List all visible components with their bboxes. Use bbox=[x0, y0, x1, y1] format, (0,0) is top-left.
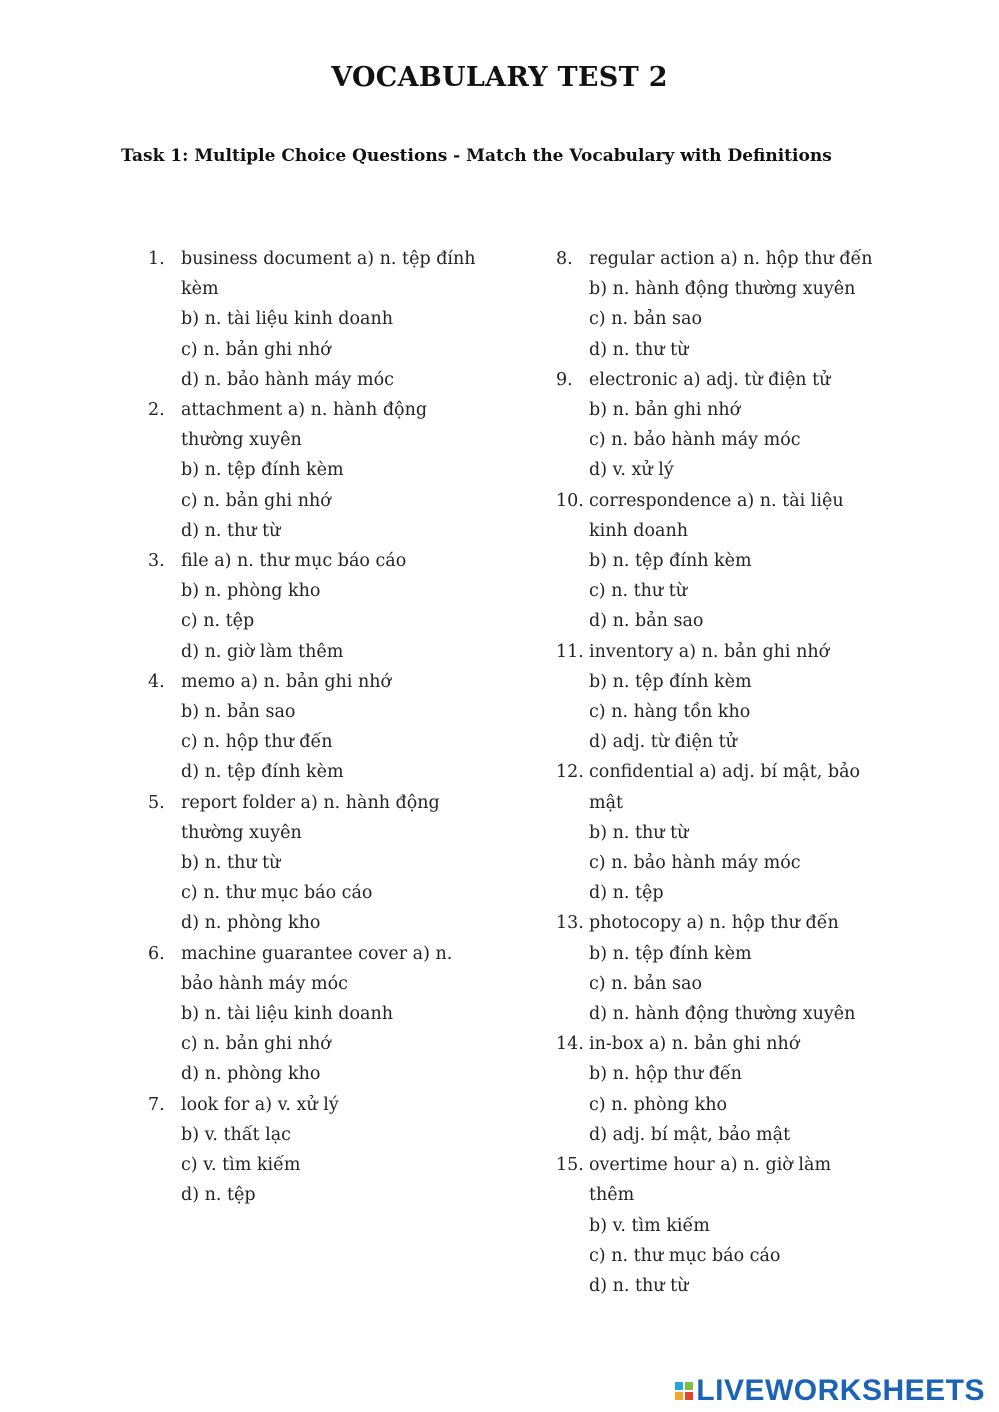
answer-option: b) n. hộp thư đến bbox=[589, 1064, 742, 1085]
answer-option: c) n. bản sao bbox=[589, 309, 703, 330]
answer-option: d) n. bản sao bbox=[589, 611, 704, 632]
answer-option: b) n. phòng kho bbox=[181, 581, 321, 602]
answer-option: d) n. tệp bbox=[589, 883, 664, 904]
question-number: 8. bbox=[556, 249, 573, 269]
question-number: 2. bbox=[148, 400, 165, 421]
question-text: in-box a) n. bản ghi nhớ bbox=[589, 1034, 800, 1055]
question-line bbox=[556, 1029, 876, 1059]
logo-text: LIVEWORKSHEETS bbox=[696, 1374, 985, 1407]
question-text: electronic a) adj. từ điện tử bbox=[589, 369, 831, 390]
question-text: report folder a) n. hành động thường xuyên bbox=[181, 792, 440, 843]
logo-square bbox=[675, 1382, 683, 1390]
question-item bbox=[148, 244, 478, 395]
question-text: look for a) v. xử lý bbox=[181, 1094, 339, 1115]
question-number: 3. bbox=[148, 551, 165, 572]
question-line bbox=[148, 1090, 478, 1120]
question-item bbox=[556, 365, 876, 486]
answer-option: d) n. giờ làm thêm bbox=[181, 641, 344, 662]
answer-option: d) n. thư từ bbox=[181, 520, 281, 541]
question-text: inventory a) n. bản ghi nhớ bbox=[589, 641, 830, 662]
answer-option: b) n. tài liệu kinh doanh bbox=[181, 1004, 394, 1025]
answer-option: b) n. tài liệu kinh doanh bbox=[181, 309, 394, 330]
answer-option: b) n. tệp đính kèm bbox=[589, 551, 752, 572]
question-line bbox=[556, 757, 876, 817]
answer-option: c) n. thư mục báo cáo bbox=[181, 883, 373, 904]
answer-option: b) n. thư từ bbox=[589, 822, 689, 843]
question-text: business document a) n. tệp đính kèm bbox=[181, 249, 476, 300]
question-line bbox=[148, 788, 478, 848]
answer-option: c) n. thư mục báo cáo bbox=[589, 1245, 781, 1266]
question-number: 15. bbox=[556, 1155, 584, 1176]
question-number: 6. bbox=[148, 943, 165, 964]
answer-option: d) n. thư từ bbox=[589, 339, 689, 360]
logo-square bbox=[675, 1392, 683, 1400]
question-item bbox=[148, 546, 478, 667]
question-line bbox=[148, 244, 478, 304]
answer-option: c) n. hộp thư đến bbox=[181, 732, 333, 753]
question-line bbox=[148, 667, 478, 697]
question-item bbox=[148, 395, 478, 546]
task-heading: Task 1: Multiple Choice Questions - Match the Vocabulary with Definitions bbox=[121, 146, 832, 166]
question-number: 9. bbox=[556, 369, 573, 390]
answer-option: c) n. bản sao bbox=[589, 973, 703, 994]
question-number: 5. bbox=[148, 792, 165, 813]
answer-option: d) n. tệp đính kèm bbox=[181, 762, 344, 783]
answer-option: c) n. bản ghi nhớ bbox=[181, 490, 331, 511]
answer-option: b) v. thất lạc bbox=[181, 1124, 291, 1145]
question-item bbox=[556, 1150, 876, 1301]
question-item bbox=[148, 788, 478, 939]
question-number: 12. bbox=[556, 762, 584, 783]
question-number: 10. bbox=[556, 490, 584, 511]
question-item bbox=[556, 908, 876, 1029]
question-line bbox=[148, 395, 478, 455]
answer-option: b) n. bản ghi nhớ bbox=[589, 400, 741, 421]
question-text: correspondence a) n. tài liệu kinh doanh bbox=[589, 490, 844, 541]
logo-square bbox=[685, 1392, 693, 1400]
question-line bbox=[148, 939, 478, 999]
answer-option: d) n. phòng kho bbox=[181, 913, 321, 934]
answer-option: c) n. bảo hành máy móc bbox=[589, 430, 801, 451]
question-line bbox=[556, 908, 876, 938]
question-line bbox=[556, 486, 876, 546]
page-title: VOCABULARY TEST 2 bbox=[331, 62, 668, 93]
question-line bbox=[556, 1150, 876, 1210]
liveworksheets-logo[interactable] bbox=[675, 1374, 985, 1408]
question-line bbox=[556, 365, 876, 395]
question-item bbox=[556, 486, 876, 637]
answer-option: c) n. tệp bbox=[181, 611, 255, 632]
question-text: file a) n. thư mục báo cáo bbox=[181, 551, 407, 572]
question-item bbox=[556, 244, 876, 365]
answer-option: b) n. bản sao bbox=[181, 702, 296, 723]
question-text: machine guarantee cover a) n. bảo hành máy móc bbox=[181, 943, 453, 994]
answer-option: c) n. thư từ bbox=[589, 581, 688, 602]
answer-option: d) adj. bí mật, bảo mật bbox=[589, 1124, 791, 1145]
question-number: 13. bbox=[556, 913, 584, 934]
answer-option: b) n. thư từ bbox=[181, 853, 281, 874]
right-question-column bbox=[556, 244, 876, 1301]
answer-option: d) v. xử lý bbox=[589, 460, 674, 481]
question-text: confidential a) adj. bí mật, bảo mật bbox=[589, 762, 861, 813]
question-text: attachment a) n. hành động thường xuyên bbox=[181, 400, 428, 451]
answer-option: d) n. tệp bbox=[181, 1185, 256, 1206]
answer-option: c) n. bản ghi nhớ bbox=[181, 339, 331, 360]
answer-option: b) n. tệp đính kèm bbox=[181, 460, 344, 481]
question-text: regular action a) n. hộp thư đến bbox=[589, 249, 873, 269]
question-item bbox=[148, 667, 478, 788]
answer-option: c) n. bảo hành máy móc bbox=[589, 853, 801, 874]
question-number: 1. bbox=[148, 249, 165, 269]
answer-option: b) n. hành động thường xuyên bbox=[589, 279, 856, 300]
question-item bbox=[556, 637, 876, 758]
answer-option: c) v. tìm kiếm bbox=[181, 1155, 301, 1176]
question-number: 7. bbox=[148, 1094, 165, 1115]
question-line bbox=[556, 637, 876, 667]
question-text: overtime hour a) n. giờ làm thêm bbox=[589, 1155, 832, 1206]
answer-option: c) n. bản ghi nhớ bbox=[181, 1034, 331, 1055]
answer-option: c) n. hàng tồn kho bbox=[589, 702, 751, 723]
question-text: photocopy a) n. hộp thư đến bbox=[589, 913, 839, 934]
question-item bbox=[556, 757, 876, 908]
answer-option: d) n. hành động thường xuyên bbox=[589, 1004, 856, 1025]
question-item bbox=[556, 1029, 876, 1150]
question-item bbox=[148, 1090, 478, 1211]
question-line bbox=[556, 244, 876, 274]
answer-option: b) n. tệp đính kèm bbox=[589, 671, 752, 692]
answer-option: b) n. tệp đính kèm bbox=[589, 943, 752, 964]
answer-option: d) n. phòng kho bbox=[181, 1064, 321, 1085]
answer-option: c) n. phòng kho bbox=[589, 1094, 728, 1115]
question-number: 14. bbox=[556, 1034, 584, 1055]
left-question-column bbox=[148, 244, 478, 1211]
question-number: 4. bbox=[148, 671, 165, 692]
logo-square bbox=[685, 1382, 693, 1390]
answer-option: b) v. tìm kiếm bbox=[589, 1215, 710, 1236]
question-number: 11. bbox=[556, 641, 584, 662]
answer-option: d) n. thư từ bbox=[589, 1275, 689, 1296]
question-text: memo a) n. bản ghi nhớ bbox=[181, 671, 392, 692]
logo-squares-icon bbox=[675, 1382, 693, 1400]
answer-option: d) n. bảo hành máy móc bbox=[181, 369, 394, 390]
answer-option: d) adj. từ điện tử bbox=[589, 732, 737, 753]
question-line bbox=[148, 546, 478, 576]
question-item bbox=[148, 939, 478, 1090]
